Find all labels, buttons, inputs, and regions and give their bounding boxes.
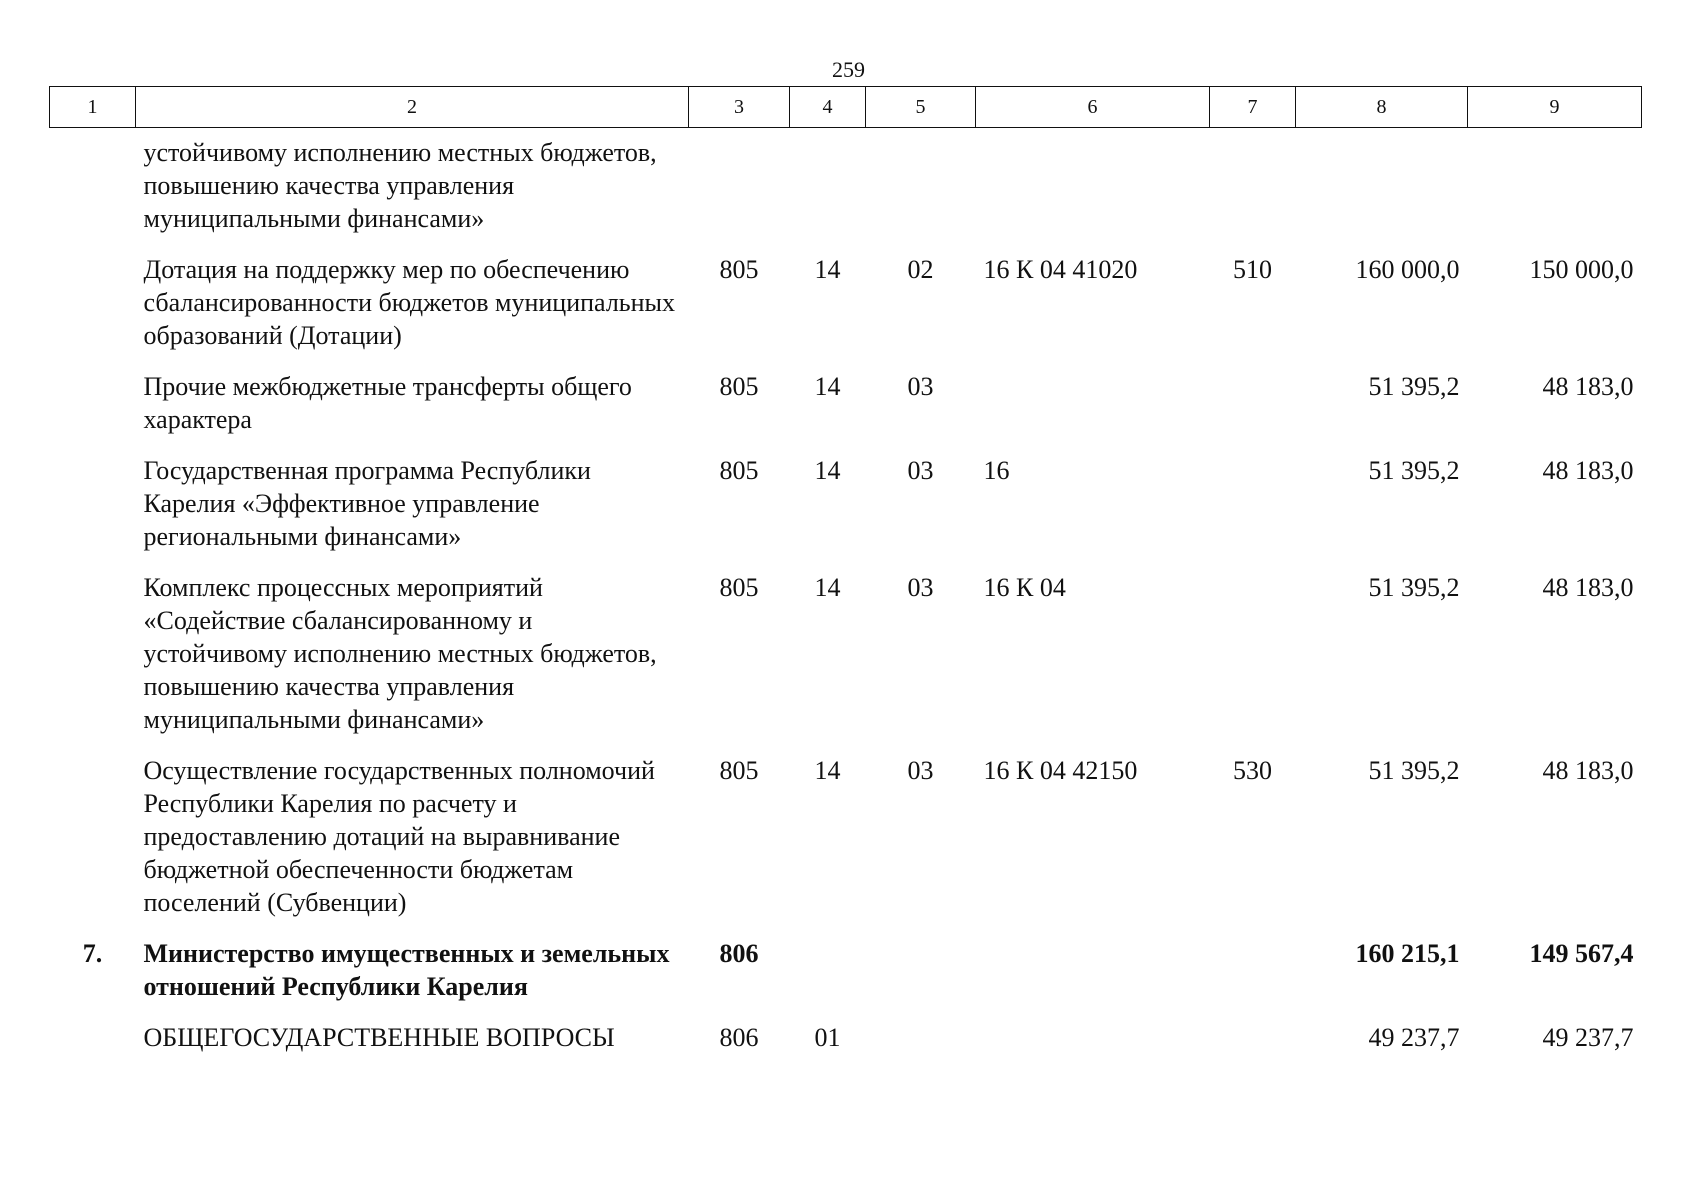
ministry-code: 805 bbox=[719, 573, 759, 602]
row-number bbox=[50, 448, 136, 565]
amount-col-9: 48 183,0 bbox=[1542, 573, 1634, 602]
ministry-code: 805 bbox=[719, 255, 759, 284]
ministry-code bbox=[689, 128, 790, 248]
expense-type-code bbox=[1210, 931, 1296, 1015]
ministry-code: 806 bbox=[719, 939, 759, 968]
section-code: 14 bbox=[814, 756, 841, 785]
expense-type-code: 530 bbox=[1233, 756, 1272, 785]
header-cell: 5 bbox=[866, 87, 976, 128]
row-number bbox=[50, 247, 136, 364]
table-row bbox=[50, 128, 1642, 248]
target-article-code bbox=[976, 1015, 1210, 1066]
expense-type-code bbox=[1210, 448, 1296, 565]
target-article-code: 16 bbox=[983, 456, 1010, 485]
page-number: 259 bbox=[832, 57, 865, 82]
table-row bbox=[50, 364, 1642, 448]
subsection-code: 03 bbox=[907, 372, 934, 401]
amount-col-8: 51 395,2 bbox=[1368, 372, 1460, 401]
row-name: Комплекс процессных мероприятий «Содействие сбалансированному и устойчивому исполнению местных бюджетов, повышению качества управления муниципальными финансами» bbox=[143, 573, 657, 734]
header-cell: 2 bbox=[136, 87, 689, 128]
amount-col-9: 48 183,0 bbox=[1542, 372, 1634, 401]
section-code bbox=[790, 931, 866, 1015]
subsection-code: 02 bbox=[907, 255, 934, 284]
table-row bbox=[50, 1015, 1642, 1066]
expense-type-code: 510 bbox=[1233, 255, 1272, 284]
row-number: 7. bbox=[82, 939, 103, 968]
row-name: Осуществление государственных полномочий Республики Карелия по расчету и предоставлению дотаций на выравнивание бюджетной обеспеченности бюджетам поселений (Субвенции) bbox=[143, 756, 655, 917]
amount-col-8: 160 000,0 bbox=[1355, 255, 1460, 284]
header-cell: 3 bbox=[689, 87, 790, 128]
subsection-code: 03 bbox=[907, 456, 934, 485]
amount-col-9 bbox=[1468, 128, 1642, 248]
amount-col-8: 51 395,2 bbox=[1368, 756, 1460, 785]
header-cell: 1 bbox=[50, 87, 136, 128]
budget-table bbox=[49, 86, 1642, 1066]
target-article-code: 16 К 04 42150 bbox=[983, 756, 1138, 785]
row-name: Дотация на поддержку мер по обеспечению сбалансированности бюджетов муниципальных образований (Дотации) bbox=[143, 255, 676, 350]
header-cell: 4 bbox=[790, 87, 866, 128]
header-cell: 7 bbox=[1210, 87, 1296, 128]
expense-type-code bbox=[1210, 1015, 1296, 1066]
row-name: Прочие межбюджетные трансферты общего характера bbox=[143, 372, 632, 434]
amount-col-8: 49 237,7 bbox=[1368, 1023, 1460, 1052]
amount-col-9: 49 237,7 bbox=[1542, 1023, 1634, 1052]
row-name: ОБЩЕГОСУДАРСТВЕННЫЕ ВОПРОСЫ bbox=[143, 1023, 615, 1052]
row-number bbox=[50, 565, 136, 748]
subsection-code bbox=[866, 1015, 976, 1066]
amount-col-8: 51 395,2 bbox=[1368, 456, 1460, 485]
table-row bbox=[50, 748, 1642, 931]
column-number-header bbox=[50, 87, 1642, 128]
section-code: 14 bbox=[814, 456, 841, 485]
target-article-code bbox=[976, 128, 1210, 248]
row-number bbox=[50, 364, 136, 448]
subsection-code bbox=[866, 128, 976, 248]
header-cell: 8 bbox=[1296, 87, 1468, 128]
ministry-code: 805 bbox=[719, 756, 759, 785]
ministry-code: 806 bbox=[719, 1023, 759, 1052]
target-article-code bbox=[976, 931, 1210, 1015]
amount-col-8: 51 395,2 bbox=[1368, 573, 1460, 602]
ministry-code: 805 bbox=[719, 372, 759, 401]
amount-col-9: 48 183,0 bbox=[1542, 756, 1634, 785]
amount-col-9: 150 000,0 bbox=[1529, 255, 1634, 284]
subsection-code: 03 bbox=[907, 756, 934, 785]
row-name: Государственная программа Республики Карелия «Эффективное управление региональными финансами» bbox=[143, 456, 591, 551]
row-name: устойчивому исполнению местных бюджетов, повышению качества управления муниципальными финансами» bbox=[143, 138, 657, 233]
header-cell: 6 bbox=[976, 87, 1210, 128]
header-cell: 9 bbox=[1468, 87, 1642, 128]
section-code: 14 bbox=[814, 372, 841, 401]
amount-col-8: 160 215,1 bbox=[1355, 939, 1460, 968]
subsection-code bbox=[866, 931, 976, 1015]
row-number bbox=[50, 128, 136, 248]
row-number bbox=[50, 748, 136, 931]
row-name: Министерство имущественных и земельных отношений Республики Карелия bbox=[143, 939, 670, 1001]
amount-col-9: 48 183,0 bbox=[1542, 456, 1634, 485]
expense-type-code bbox=[1210, 364, 1296, 448]
table-row bbox=[50, 448, 1642, 565]
expense-type-code bbox=[1210, 565, 1296, 748]
section-code: 01 bbox=[814, 1023, 841, 1052]
table-row-ministry-total bbox=[50, 931, 1642, 1015]
section-code: 14 bbox=[814, 255, 841, 284]
ministry-code: 805 bbox=[719, 456, 759, 485]
amount-col-9: 149 567,4 bbox=[1529, 939, 1634, 968]
section-code bbox=[790, 128, 866, 248]
expense-type-code bbox=[1210, 128, 1296, 248]
subsection-code: 03 bbox=[907, 573, 934, 602]
target-article-code: 16 К 04 41020 bbox=[983, 255, 1138, 284]
row-number bbox=[50, 1015, 136, 1066]
target-article-code bbox=[976, 364, 1210, 448]
amount-col-8 bbox=[1296, 128, 1468, 248]
table-row bbox=[50, 565, 1642, 748]
section-code: 14 bbox=[814, 573, 841, 602]
table-row bbox=[50, 247, 1642, 364]
target-article-code: 16 К 04 bbox=[983, 573, 1066, 602]
